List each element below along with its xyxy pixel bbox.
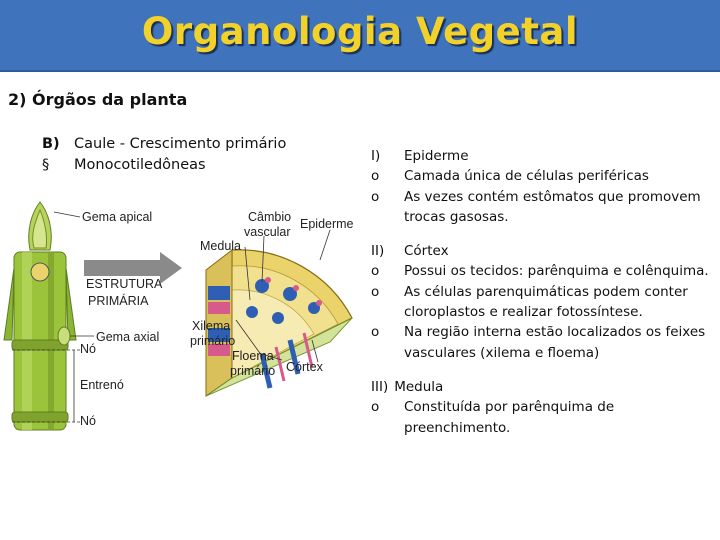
page-title: Organologia Vegetal <box>141 9 579 53</box>
item-marker: o <box>371 168 380 185</box>
item-text: Na região interna estão localizados os feixes vasculares (xilema e floema) <box>404 324 706 361</box>
label-primario-2: primário <box>230 364 276 378</box>
right-text-block <box>371 146 716 452</box>
stem-illustration <box>0 190 365 440</box>
list-item <box>371 322 716 363</box>
label-medula: Medula <box>200 239 241 253</box>
heading-marker: B) <box>42 136 60 152</box>
item-text: As células parenquimáticas podem conter cloroplastos e realizar fotossíntese. <box>404 283 688 321</box>
label-no-2: Nó <box>80 414 96 428</box>
label-cortex: Córtex <box>286 360 323 374</box>
list-item <box>371 397 716 438</box>
item-text: Camada única de células periféricas <box>404 168 649 185</box>
label-epiderme: Epiderme <box>300 217 354 231</box>
section-title: Epiderme <box>404 148 469 164</box>
section-marker: III) <box>371 378 389 395</box>
bullet-text: Monocotiledôneas <box>74 157 206 173</box>
label-no-1: Nó <box>80 342 96 356</box>
label-cambio: Câmbio <box>248 210 292 224</box>
item-marker: o <box>371 399 380 416</box>
item-marker: o <box>371 263 380 280</box>
list-item <box>371 282 716 323</box>
item-marker: o <box>371 283 380 300</box>
label-xilema: Xilema <box>192 319 231 333</box>
section-marker: I) <box>371 148 381 164</box>
bullet-row <box>42 155 286 176</box>
section-epiderme <box>371 146 716 227</box>
left-heading-block <box>42 134 286 176</box>
label-gema-apical: Gema apical <box>82 210 153 224</box>
section-title: Medula <box>394 378 444 395</box>
title-bar <box>0 0 720 72</box>
section-title-row <box>371 146 716 166</box>
item-text: As vezes contém estômatos que promovem trocas gasosas. <box>404 188 701 225</box>
list-item <box>371 166 716 186</box>
label-vascular: vascular <box>244 225 291 239</box>
list-item <box>371 261 716 281</box>
item-marker: o <box>371 188 380 205</box>
section-subtitle: 2) Órgãos da planta <box>8 90 188 109</box>
stem-figure <box>0 190 365 440</box>
label-estrutura: ESTRUTURA <box>86 277 163 291</box>
label-entreno: Entrenó <box>80 378 124 392</box>
item-marker: o <box>371 324 380 341</box>
section-title-row <box>371 377 716 397</box>
section-title-row <box>371 241 716 261</box>
label-floema: Floema <box>232 349 274 363</box>
section-title: Córtex <box>404 243 449 260</box>
heading-text: Caule - Crescimento primário <box>74 136 287 152</box>
section-marker: II) <box>371 243 385 260</box>
item-text: Possui os tecidos: parênquima e colênquima. <box>404 263 709 280</box>
bullet-marker: § <box>42 157 50 173</box>
section-cortex <box>371 241 716 363</box>
section-medula <box>371 377 716 438</box>
label-primario-1: primário <box>190 334 236 348</box>
label-primaria: PRIMÁRIA <box>88 294 149 308</box>
heading-row <box>42 134 286 155</box>
stem-drawing <box>4 202 80 430</box>
item-text: Constituída por parênquima de preenchimento. <box>404 399 615 436</box>
label-gema-axial: Gema axial <box>96 330 160 344</box>
list-item <box>371 187 716 228</box>
